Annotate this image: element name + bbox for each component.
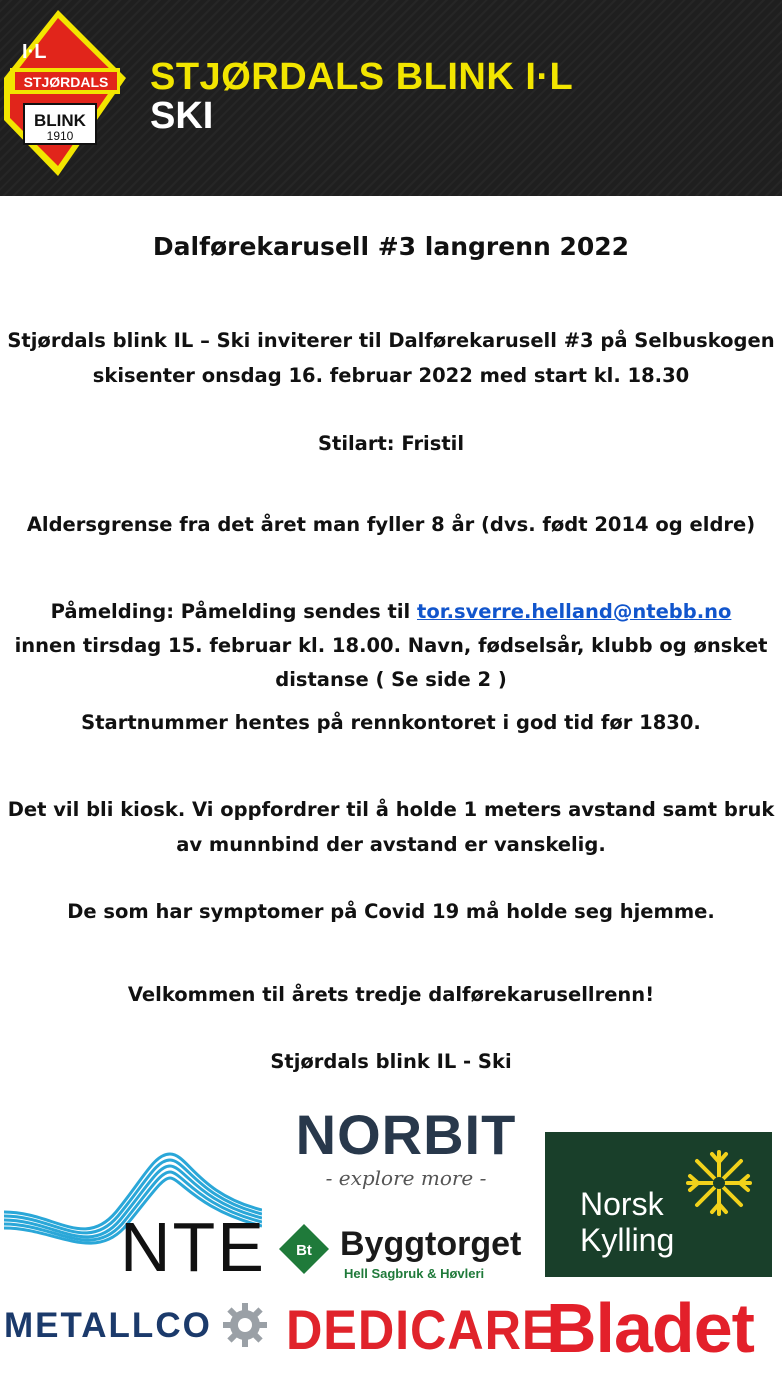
dedicare-logo: DEDICARE [286,1298,557,1361]
byggtorget-subtitle: Hell Sagbruk & Høvleri [344,1266,485,1281]
nte-logo: NTE [120,1208,266,1286]
registration-line-2: innen tirsdag 15. februar kl. 18.00. Navn, fødselsår, klubb og ønsket [14,634,768,657]
kiosk-line-1: Det vil bli kiosk. Vi oppfordrer til å holde 1 meters avstand samt bruk [7,798,775,821]
byggtorget-logo: Byggtorget [340,1225,522,1263]
logo-ring-text: STJØRDALS [23,74,109,90]
welcome-text: Velkommen til årets tredje dalførekarusellrenn! [127,983,655,1006]
byggtorget-mark-text: Bt [296,1242,312,1259]
club-section: SKI [150,95,214,137]
kiosk-line-2: av munnbind der avstand er vanskelig. [176,833,606,856]
metallco-logo: METALLCO [4,1306,212,1345]
signature-text: Stjørdals blink IL - Ski [270,1050,512,1073]
logo-top-text: I·L [22,41,47,63]
club-logo [0,8,128,178]
registration-prefix: Påmelding: Påmelding sendes til [50,600,418,623]
bladet-logo: Bladet [546,1289,754,1367]
site-header [0,0,782,196]
registration-line-3: distanse ( Se side 2 ) [275,668,507,691]
style-text: Stilart: Fristil [317,432,465,455]
page-title: Dalførekarusell #3 langrenn 2022 [152,232,630,261]
registration-email-link[interactable]: tor.sverre.helland@ntebb.no [417,600,732,623]
byggtorget-mark-icon [277,1222,331,1276]
snowflake-icon [682,1146,756,1220]
invite-line-1: Stjørdals blink IL – Ski inviterer til Dalførekarusell #3 på Selbuskogen [7,329,775,352]
norbit-logo: NORBIT [295,1103,517,1166]
invite-line-2: skisenter onsdag 16. februar 2022 med start kl. 18.30 [92,364,690,387]
club-name: STJØRDALS BLINK I·L [150,56,574,98]
logo-name: BLINK [34,111,86,130]
registration-line-1 [0,595,782,628]
norsk-kylling-line-2: Kylling [580,1222,675,1258]
covid-text: De som har symptomer på Covid 19 må holde seg hjemme. [67,900,715,923]
gear-icon [222,1302,268,1348]
norsk-kylling-line-1: Norsk [580,1186,664,1222]
norsk-kylling-wordmark [580,1186,674,1258]
norbit-tagline: - explore more - [325,1166,487,1190]
logo-year: 1910 [46,129,74,143]
age-limit-text: Aldersgrense fra det året man fyller 8 år (dvs. født 2014 og eldre) [26,513,756,536]
bib-pickup-text: Startnummer hentes på rennkontoret i god tid før 1830. [81,711,701,734]
